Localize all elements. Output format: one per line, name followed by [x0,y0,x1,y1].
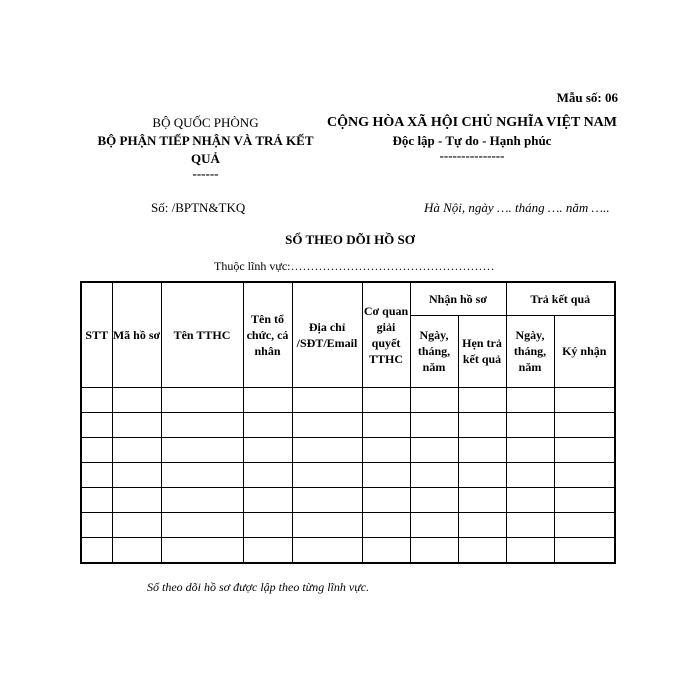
table-cell [81,437,112,462]
table-cell [410,537,458,563]
table-cell [362,387,410,412]
table-cell [81,512,112,537]
table-cell [506,412,554,437]
table-cell [292,487,362,512]
table-cell [243,537,292,563]
table-cell [243,512,292,537]
header-return-date: Ngày, tháng, năm [506,315,554,387]
table-cell [506,462,554,487]
table-cell [112,437,161,462]
organization-name: BỘ QUỐC PHÒNG [152,115,259,130]
table-row [81,487,615,512]
header-stt: STT [81,282,112,387]
table-cell [410,437,458,462]
date-line: Hà Nội, ngày …. tháng …. năm ….. [424,200,610,215]
table-cell [292,412,362,437]
table-cell [81,387,112,412]
table-cell [112,537,161,563]
table-row [81,462,615,487]
table-cell [362,537,410,563]
table-cell [81,462,112,487]
table-cell [292,462,362,487]
department-name: BỘ PHẬN TIẾP NHẬN VÀ TRẢ KẾT QUẢ [97,133,314,166]
book-title: SỔ THEO DÕI HỒ SƠ [285,232,415,247]
table-cell [554,462,615,487]
table-cell [292,512,362,537]
table-cell [161,462,243,487]
table-cell [161,512,243,537]
table-cell [458,437,506,462]
table-cell [112,487,161,512]
table-cell [362,512,410,537]
header-procedure-name: Tên TTHC [161,282,243,387]
table-cell [506,387,554,412]
table-cell [161,487,243,512]
table-cell [458,487,506,512]
table-row [81,537,615,563]
table-cell [243,387,292,412]
table-cell [410,412,458,437]
table-cell [81,487,112,512]
table-cell [410,387,458,412]
table-cell [292,537,362,563]
table-cell [554,387,615,412]
table-cell [506,537,554,563]
nation-name: CỘNG HÒA XÃ HỘI CHỦ NGHĨA VIỆT NAM [326,115,617,130]
table-cell [112,512,161,537]
document-number: Số: /BPTN&TKQ [151,200,246,215]
table-cell [112,387,161,412]
table-cell [458,412,506,437]
table-cell [554,537,615,563]
table-cell [81,537,112,563]
table-row [81,512,615,537]
table-row [81,412,615,437]
header-return-group: Trả kết quả [506,282,615,315]
table-cell [362,462,410,487]
table-cell [161,387,243,412]
table-cell [410,462,458,487]
table-row [81,387,615,412]
header-signature: Ký nhận [554,315,615,387]
header-receive-group: Nhận hồ sơ [410,282,506,315]
table-cell [506,487,554,512]
header-agency: Cơ quan giải quyết TTHC [362,282,410,387]
table-cell [112,462,161,487]
table-cell [506,437,554,462]
table-cell [410,487,458,512]
left-header [88,114,323,180]
table-cell [458,462,506,487]
right-header [322,114,622,162]
table-cell [112,412,161,437]
table-cell [161,537,243,563]
table-cell [458,387,506,412]
table-cell [362,412,410,437]
table-cell [161,437,243,462]
table-cell [458,537,506,563]
footnote: Sổ theo dõi hồ sơ được lập theo từng lĩnh vực. [147,580,370,594]
table-cell [554,412,615,437]
table-cell [554,437,615,462]
table-cell [410,512,458,537]
table-cell [161,412,243,437]
header-file-code: Mã hồ sơ [112,282,161,387]
table-cell [292,387,362,412]
left-separator: ------ [192,166,219,181]
table-cell [458,512,506,537]
header-applicant-name: Tên tổ chức, cá nhân [243,282,292,387]
table-cell [81,412,112,437]
table-cell [292,437,362,462]
table-cell [243,437,292,462]
header-appointment: Hẹn trả kết quả [458,315,506,387]
table-row [81,437,615,462]
table-cell [554,487,615,512]
table-cell [243,412,292,437]
right-separator: --------------- [439,148,505,163]
national-motto: Độc lập - Tự do - Hạnh phúc [392,133,552,148]
field-line: Thuộc lĩnh vực:…………………………………………… [214,259,495,273]
table-cell [362,437,410,462]
table-cell [243,462,292,487]
table-cell [362,487,410,512]
form-number: Mẫu số: 06 [556,90,618,105]
header-receive-date: Ngày, tháng, năm [410,315,458,387]
table-cell [506,512,554,537]
header-address: Địa chỉ /SĐT/Email [292,282,362,387]
table-body [81,387,615,563]
table-cell [243,487,292,512]
register-table [80,281,616,564]
table-cell [554,512,615,537]
